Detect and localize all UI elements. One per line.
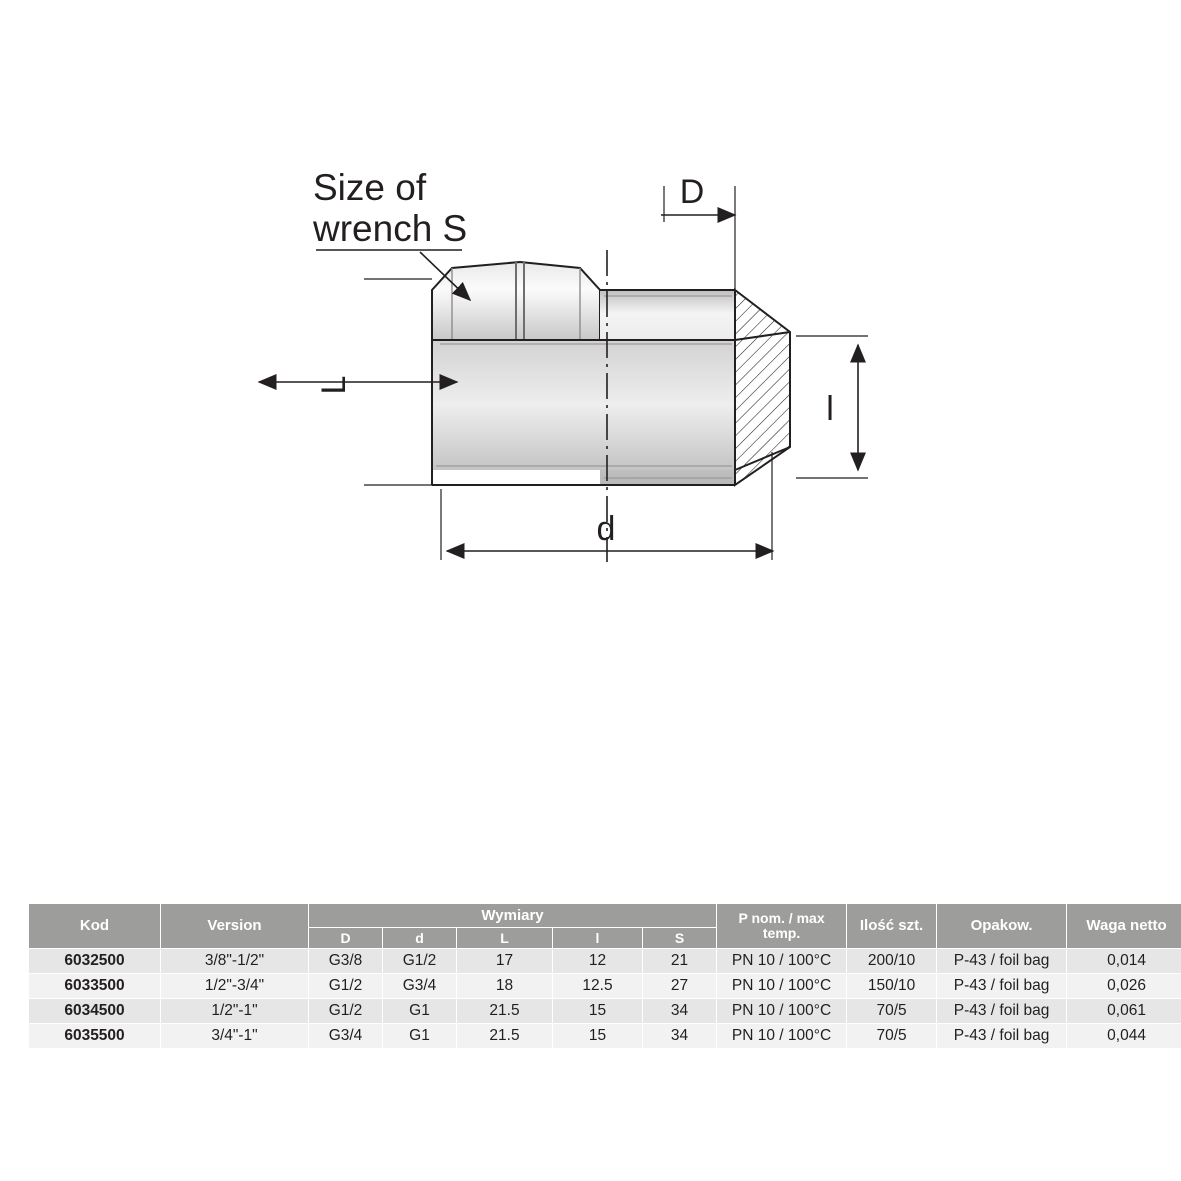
dimension-D	[661, 173, 735, 290]
table-body	[29, 949, 1181, 1049]
header-dim-d: d	[383, 928, 457, 949]
header-waga-netto: Waga netto	[1067, 904, 1181, 949]
dimension-l	[796, 336, 868, 478]
section-hatch-wall	[735, 290, 790, 485]
header-pn-line1: P nom. / max	[738, 910, 825, 927]
cell-opakow: P-43 / foil bag	[937, 974, 1067, 999]
cell-opakow: P-43 / foil bag	[937, 999, 1067, 1024]
cell-dim-d: G1	[383, 999, 457, 1024]
table-row	[29, 974, 1181, 999]
cell-ilosc: 70/5	[847, 999, 937, 1024]
dimension-L	[259, 279, 457, 485]
cell-version: 3/8"-1/2"	[161, 949, 309, 974]
header-wymiary: Wymiary	[309, 904, 717, 928]
cell-ilosc: 150/10	[847, 974, 937, 999]
table-row	[29, 949, 1181, 974]
header-dim-L: L	[457, 928, 553, 949]
header-kod: Kod	[29, 904, 161, 949]
cell-dim-S: 27	[643, 974, 717, 999]
cell-dim-L: 21.5	[457, 999, 553, 1024]
cell-opakow: P-43 / foil bag	[937, 1024, 1067, 1049]
header-opakow: Opakow.	[937, 904, 1067, 949]
wrench-size-label-line1: Size of	[313, 167, 427, 208]
cell-dim-S: 34	[643, 999, 717, 1024]
table-row	[29, 1024, 1181, 1049]
cell-dim-S: 21	[643, 949, 717, 974]
cell-dim-D: G3/8	[309, 949, 383, 974]
cell-waga: 0,061	[1067, 999, 1181, 1024]
cell-dim-l: 12	[553, 949, 643, 974]
cell-ilosc: 70/5	[847, 1024, 937, 1049]
cell-kod: 6034500	[29, 999, 161, 1024]
cell-dim-l: 15	[553, 999, 643, 1024]
dimension-label-l: l	[826, 390, 834, 428]
header-pn-max-temp	[717, 904, 847, 949]
cell-pn: PN 10 / 100°C	[717, 974, 847, 999]
cell-dim-S: 34	[643, 1024, 717, 1049]
specification-table	[28, 903, 1181, 1049]
cell-dim-d: G1	[383, 1024, 457, 1049]
cell-dim-D: G1/2	[309, 974, 383, 999]
wrench-size-label-line2: wrench S	[313, 208, 468, 249]
cell-kod: 6035500	[29, 1024, 161, 1049]
dimension-label-D: D	[679, 173, 705, 211]
cell-dim-d: G3/4	[383, 974, 457, 999]
cell-dim-L: 21.5	[457, 1024, 553, 1049]
cell-version: 1/2"-1"	[161, 999, 309, 1024]
cell-kod: 6033500	[29, 974, 161, 999]
cell-ilosc: 200/10	[847, 949, 937, 974]
cell-pn: PN 10 / 100°C	[717, 999, 847, 1024]
dimension-label-L: L	[315, 375, 353, 395]
cell-dim-D: G3/4	[309, 1024, 383, 1049]
specification-table-wrapper	[28, 903, 1167, 1049]
fitting-hex-head	[432, 262, 600, 340]
cell-dim-D: G1/2	[309, 999, 383, 1024]
cell-dim-l: 12.5	[553, 974, 643, 999]
cell-version: 1/2"-3/4"	[161, 974, 309, 999]
cell-opakow: P-43 / foil bag	[937, 949, 1067, 974]
header-dim-S: S	[643, 928, 717, 949]
cell-waga: 0,044	[1067, 1024, 1181, 1049]
cell-dim-L: 17	[457, 949, 553, 974]
table-head	[29, 904, 1181, 949]
header-dim-l: l	[553, 928, 643, 949]
cell-dim-l: 15	[553, 1024, 643, 1049]
cell-dim-L: 18	[457, 974, 553, 999]
cell-waga: 0,026	[1067, 974, 1181, 999]
header-version: Version	[161, 904, 309, 949]
header-pn-line2: temp.	[762, 925, 801, 941]
cell-dim-d: G1/2	[383, 949, 457, 974]
table-header-row-1	[29, 904, 1181, 928]
cell-pn: PN 10 / 100°C	[717, 1024, 847, 1049]
dimension-label-d: d	[596, 510, 616, 548]
table-row	[29, 999, 1181, 1024]
header-ilosc: Ilość szt.	[847, 904, 937, 949]
cell-kod: 6032500	[29, 949, 161, 974]
cell-version: 3/4"-1"	[161, 1024, 309, 1049]
cell-waga: 0,014	[1067, 949, 1181, 974]
header-dim-D: D	[309, 928, 383, 949]
cell-pn: PN 10 / 100°C	[717, 949, 847, 974]
